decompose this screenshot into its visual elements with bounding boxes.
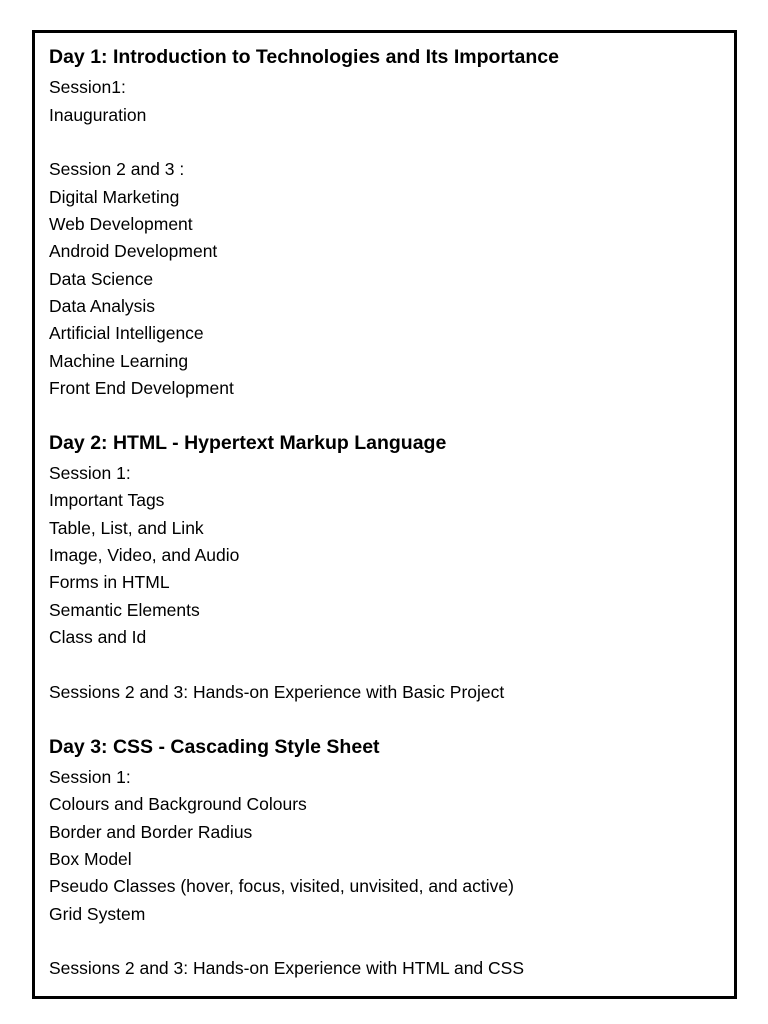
day-2-session-1-item: Important Tags: [49, 490, 165, 510]
day-3-session-1-item: Pseudo Classes (hover, focus, visited, unvisited, and active): [49, 876, 514, 896]
day-3-session-1-item: Colours and Background Colours: [49, 794, 307, 814]
day-2-session-1-label: Session 1:: [49, 463, 131, 483]
day-3-session-1-item: Grid System: [49, 904, 146, 924]
day-3-session-1-item: Box Model: [49, 849, 132, 869]
day-1-session-2-3-item: Artificial Intelligence: [49, 323, 204, 343]
day-1-session-2-3-label: Session 2 and 3 :: [49, 159, 185, 179]
day-1-session-2-3-item: Machine Learning: [49, 351, 189, 371]
day-1-session-2-3-item: Web Development: [49, 214, 193, 234]
day-3-session-1-item: Border and Border Radius: [49, 822, 253, 842]
day-2-session-1-item: Table, List, and Link: [49, 518, 204, 538]
day-2-session-2-3-label: Sessions 2 and 3: Hands-on Experience with Basic Project: [49, 682, 505, 702]
day-1-session-2-3-item: Android Development: [49, 241, 218, 261]
day-1-session-2-3-item: Data Analysis: [49, 296, 156, 316]
day-3-heading: Day 3: CSS - Cascading Style Sheet: [49, 736, 380, 758]
day-2-session-1-item: Forms in HTML: [49, 572, 170, 592]
day-1-session-1-label: Session1:: [49, 77, 126, 97]
day-2-heading: Day 2: HTML - Hypertext Markup Language: [49, 432, 447, 454]
day-1-heading: Day 1: Introduction to Technologies and Its Importance: [49, 46, 559, 68]
day-3-session-2-3-label: Sessions 2 and 3: Hands-on Experience with HTML and CSS: [49, 958, 525, 978]
day-1-session-1-item: Inauguration: [49, 105, 147, 125]
day-1-session-2-3-item: Front End Development: [49, 378, 234, 398]
document-frame: [32, 30, 737, 999]
day-1-session-2-3-item: Digital Marketing: [49, 187, 180, 207]
day-3-session-1-label: Session 1:: [49, 767, 131, 787]
day-2-session-1-item: Image, Video, and Audio: [49, 545, 240, 565]
day-1-session-2-3-item: Data Science: [49, 269, 154, 289]
day-2-session-1-item: Class and Id: [49, 627, 147, 647]
day-2-session-1-item: Semantic Elements: [49, 600, 200, 620]
